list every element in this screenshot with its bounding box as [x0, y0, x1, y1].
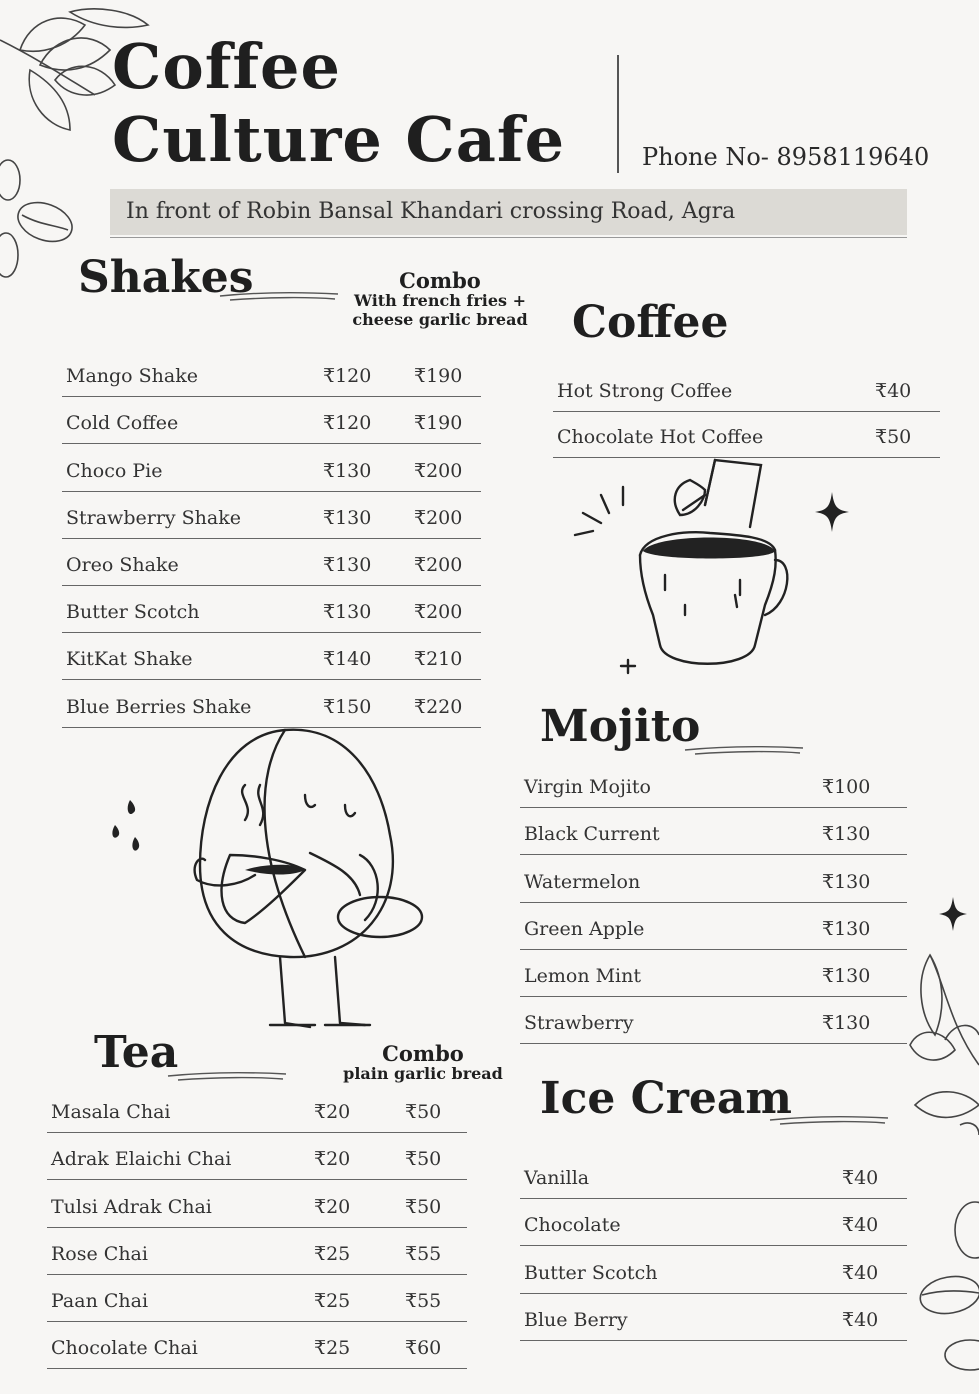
item-name: Chocolate — [524, 1214, 621, 1237]
menu-row — [47, 1227, 467, 1275]
item-price: ₹20 — [314, 1195, 351, 1218]
item-name: Mango Shake — [66, 365, 198, 388]
item-price: ₹120 — [323, 412, 372, 435]
item-price: ₹150 — [323, 695, 372, 718]
item-combo-price: ₹200 — [414, 459, 463, 482]
menu-row — [62, 491, 481, 539]
shakes-heading: Shakes — [78, 252, 254, 303]
item-combo-price: ₹200 — [414, 506, 463, 529]
menu-row — [62, 396, 481, 444]
mojito-heading: Mojito — [540, 701, 701, 752]
menu-row — [62, 632, 481, 680]
item-price: ₹40 — [842, 1214, 879, 1237]
item-name: Rose Chai — [51, 1242, 148, 1265]
item-combo-price: ₹200 — [414, 553, 463, 576]
menu-row — [62, 585, 481, 633]
item-price: ₹25 — [314, 1289, 351, 1312]
tea-combo-title: Combo — [382, 1041, 464, 1066]
item-price: ₹50 — [875, 426, 912, 448]
address-underline — [110, 237, 907, 238]
menu-row — [520, 1293, 907, 1341]
menu-row — [520, 949, 907, 997]
item-combo-price: ₹60 — [405, 1337, 442, 1360]
item-combo-price: ₹50 — [405, 1195, 442, 1218]
item-name: Strawberry Shake — [66, 506, 242, 529]
item-name: Watermelon — [524, 870, 641, 893]
menu-row — [47, 1321, 467, 1369]
menu-row — [553, 364, 940, 412]
shakes-combo-title: Combo — [399, 268, 481, 293]
menu-row — [520, 807, 907, 855]
menu-row — [47, 1085, 467, 1133]
menu-row — [62, 443, 481, 491]
item-name: Adrak Elaichi Chai — [51, 1148, 232, 1171]
item-price: ₹140 — [323, 648, 372, 671]
menu-row — [520, 996, 907, 1044]
item-name: Hot Strong Coffee — [557, 379, 733, 402]
menu-row — [62, 679, 481, 727]
item-combo-price: ₹190 — [414, 365, 463, 388]
item-price: ₹130 — [822, 964, 871, 987]
item-name: Blue Berry — [524, 1308, 628, 1331]
item-combo-price: ₹210 — [414, 648, 463, 671]
coffee-heading: Coffee — [572, 297, 729, 348]
item-name: Chocolate Hot Coffee — [557, 426, 764, 448]
item-name: Virgin Mojito — [524, 776, 651, 799]
item-name: KitKat Shake — [66, 648, 193, 671]
header-divider — [617, 55, 619, 173]
iced-coffee-cup-icon — [565, 455, 855, 695]
item-price: ₹130 — [323, 553, 372, 576]
phone-number: Phone No- 8958119640 — [642, 143, 930, 171]
item-combo-price: ₹220 — [414, 695, 463, 718]
item-name: Green Apple — [524, 917, 645, 940]
item-price: ₹25 — [314, 1337, 351, 1360]
menu-row — [520, 1198, 907, 1246]
item-name: Black Current — [524, 823, 660, 846]
item-price: ₹40 — [842, 1167, 879, 1190]
item-price: ₹130 — [822, 823, 871, 846]
item-name: Oreo Shake — [66, 553, 179, 576]
item-combo-price: ₹200 — [414, 601, 463, 624]
item-price: ₹40 — [842, 1261, 879, 1284]
menu-row — [47, 1274, 467, 1322]
item-price: ₹130 — [323, 459, 372, 482]
item-price: ₹25 — [314, 1242, 351, 1265]
heading-swoosh — [685, 742, 805, 758]
item-name: Strawberry — [524, 1012, 634, 1035]
item-price: ₹130 — [822, 1012, 871, 1035]
item-name: Masala Chai — [51, 1101, 171, 1124]
item-name: Blue Berries Shake — [66, 695, 252, 718]
menu-row — [520, 854, 907, 902]
item-name: Butter Scotch — [66, 601, 200, 624]
item-name: Lemon Mint — [524, 964, 641, 987]
item-name: Tulsi Adrak Chai — [51, 1195, 212, 1218]
item-combo-price: ₹55 — [405, 1289, 442, 1312]
icecream-heading: Ice Cream — [540, 1073, 792, 1124]
coffee-bean-character-icon — [105, 725, 475, 1040]
menu-row — [62, 349, 481, 397]
item-name: Chocolate Chai — [51, 1337, 198, 1360]
heading-swoosh — [168, 1068, 288, 1084]
item-price: ₹20 — [314, 1148, 351, 1171]
sparkle-icon — [939, 897, 967, 931]
heading-swoosh — [770, 1112, 890, 1128]
item-combo-price: ₹50 — [405, 1148, 442, 1171]
item-price: ₹130 — [822, 870, 871, 893]
item-combo-price: ₹55 — [405, 1242, 442, 1265]
shakes-combo-line2: cheese garlic bread — [352, 310, 528, 329]
menu-row — [520, 1245, 907, 1293]
item-price: ₹100 — [822, 776, 871, 799]
address-banner: In front of Robin Bansal Khandari crossing Road, Agra — [110, 189, 907, 235]
item-price: ₹40 — [842, 1308, 879, 1331]
shakes-combo-line1: With french fries + — [354, 291, 526, 310]
item-name: Butter Scotch — [524, 1261, 658, 1284]
item-combo-price: ₹190 — [414, 412, 463, 435]
item-price: ₹20 — [314, 1101, 351, 1124]
cafe-title-line2: Culture Cafe — [112, 103, 566, 176]
tea-combo-line1: plain garlic bread — [343, 1064, 503, 1083]
tea-heading: Tea — [94, 1027, 179, 1078]
heading-swoosh — [220, 288, 340, 304]
item-price: ₹130 — [822, 917, 871, 940]
menu-row — [520, 1151, 907, 1199]
item-price: ₹130 — [323, 506, 372, 529]
menu-row — [47, 1132, 467, 1180]
item-combo-price: ₹50 — [405, 1101, 442, 1124]
menu-row — [47, 1179, 467, 1227]
leaf-branch-icon — [900, 945, 979, 1385]
item-name: Paan Chai — [51, 1289, 149, 1312]
item-name: Cold Coffee — [66, 412, 179, 435]
item-price: ₹40 — [875, 379, 912, 402]
item-price: ₹130 — [323, 601, 372, 624]
menu-row — [520, 902, 907, 950]
menu-row — [62, 538, 481, 586]
menu-row — [553, 411, 940, 459]
item-price: ₹120 — [323, 365, 372, 388]
cafe-title-line1: Coffee — [112, 30, 341, 103]
sparkle-icon — [815, 492, 849, 532]
menu-row — [520, 760, 907, 808]
item-name: Choco Pie — [66, 459, 163, 482]
item-name: Vanilla — [524, 1167, 590, 1190]
